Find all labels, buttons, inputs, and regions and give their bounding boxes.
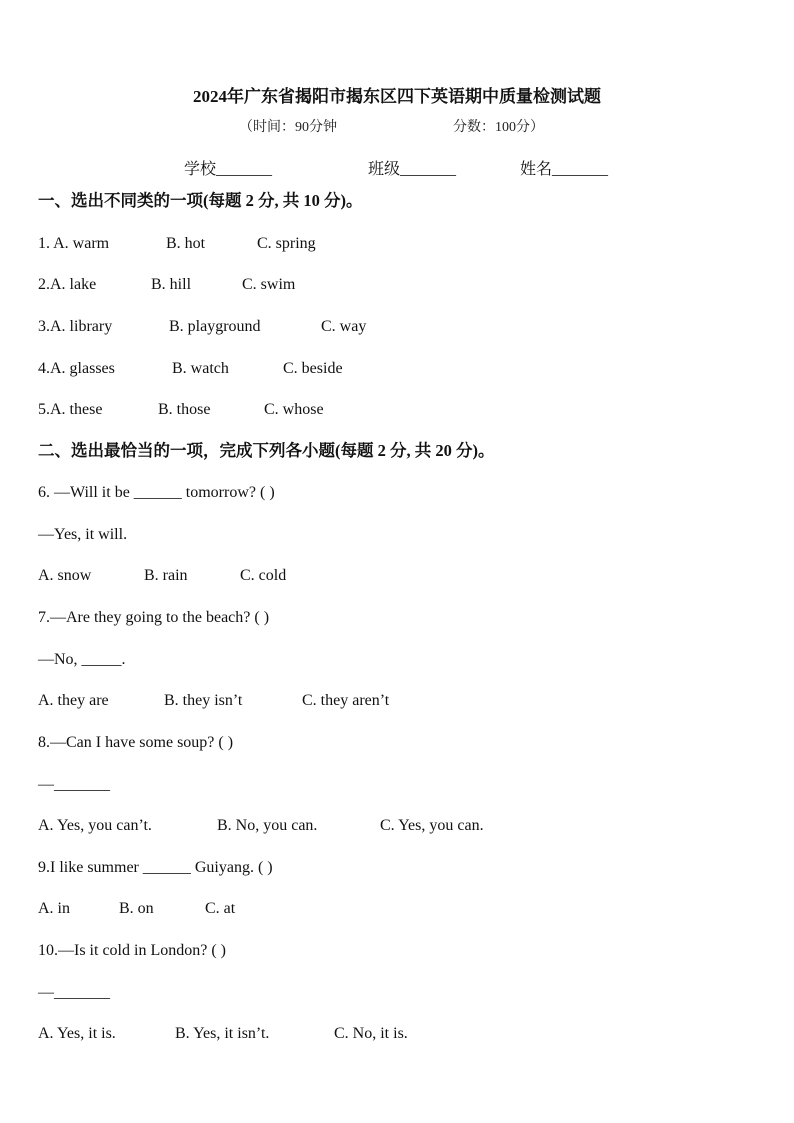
question-1 xyxy=(38,234,316,254)
q1-option-a: 1. A. warm xyxy=(38,235,110,252)
q1-option-c: C. spring xyxy=(257,235,316,252)
q6-option-a: A. snow xyxy=(38,567,92,584)
q6-reply: —Yes, it will. xyxy=(38,526,128,543)
question-4 xyxy=(38,359,343,379)
time-label: （时间：90分钟 xyxy=(239,120,337,135)
q7-options xyxy=(38,691,390,711)
q10-reply: —_______ xyxy=(38,984,110,1001)
q2-option-b: B. hill xyxy=(151,276,192,293)
q8-option-c: C. Yes, you can. xyxy=(380,817,484,834)
q4-option-b: B. watch xyxy=(172,360,229,377)
q3-option-a: 3.A. library xyxy=(38,318,113,335)
q9-option-b: B. on xyxy=(119,900,154,917)
q8-stem: 8.—Can I have some soup? ( ) xyxy=(38,734,234,751)
q2-option-c: C. swim xyxy=(242,276,296,293)
q10-options xyxy=(38,1024,408,1044)
q9-option-a: A. in xyxy=(38,900,70,917)
q8-options xyxy=(38,816,484,836)
q10-option-b: B. Yes, it isn’t. xyxy=(175,1025,270,1042)
q6-option-c: C. cold xyxy=(240,567,287,584)
q7-option-a: A. they are xyxy=(38,692,109,709)
q10-option-a: A. Yes, it is. xyxy=(38,1025,116,1042)
q10-stem: 10.—Is it cold in London? ( ) xyxy=(38,942,226,959)
section1-heading: 一、选出不同类的一项(每题 2 分, 共 10 分)。 xyxy=(38,191,363,210)
q3-option-c: C. way xyxy=(321,318,367,335)
name-field[interactable]: 姓名_______ xyxy=(520,161,609,178)
q1-option-b: B. hot xyxy=(166,235,206,252)
question-5 xyxy=(38,400,324,420)
q2-option-a: 2.A. lake xyxy=(38,276,97,293)
q6-stem: 6. —Will it be ______ tomorrow? ( ) xyxy=(38,484,275,501)
q8-option-a: A. Yes, you can’t. xyxy=(38,817,152,834)
q9-option-c: C. at xyxy=(205,900,236,917)
q7-option-b: B. they isn’t xyxy=(164,692,243,709)
q4-option-c: C. beside xyxy=(283,360,343,377)
q3-option-b: B. playground xyxy=(169,318,261,335)
section2-heading: 二、选出最恰当的一项，完成下列各小题(每题 2 分, 共 20 分)。 xyxy=(38,441,495,460)
class-field[interactable]: 班级_______ xyxy=(368,161,457,178)
q5-option-a: 5.A. these xyxy=(38,401,103,418)
question-2 xyxy=(38,275,296,295)
q10-option-c: C. No, it is. xyxy=(334,1025,408,1042)
school-field[interactable]: 学校_______ xyxy=(184,161,273,178)
q5-option-b: B. those xyxy=(158,401,211,418)
q6-option-b: B. rain xyxy=(144,567,188,584)
q7-option-c: C. they aren’t xyxy=(302,692,390,709)
q5-option-c: C. whose xyxy=(264,401,324,418)
q6-options xyxy=(38,566,287,586)
question-3 xyxy=(38,317,367,337)
q9-stem: 9.I like summer ______ Guiyang. ( ) xyxy=(38,859,273,876)
q8-option-b: B. No, you can. xyxy=(217,817,318,834)
score-label: 分数：100分） xyxy=(453,120,544,135)
q7-stem: 7.—Are they going to the beach? ( ) xyxy=(38,609,270,626)
page-title: 2024年广东省揭阳市揭东区四下英语期中质量检测试题 xyxy=(193,87,601,106)
q9-options xyxy=(38,899,236,919)
q8-reply: —_______ xyxy=(38,776,110,793)
q7-reply: —No, _____. xyxy=(38,651,126,668)
q4-option-a: 4.A. glasses xyxy=(38,360,115,377)
